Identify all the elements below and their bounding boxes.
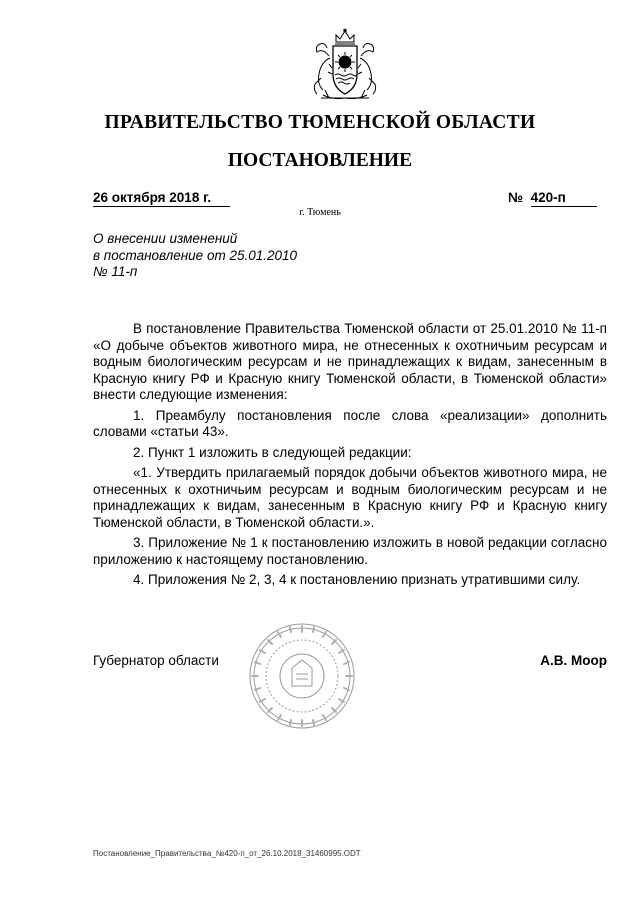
document-subject <box>93 231 297 281</box>
body-paragraph: В постановление Правительства Тюменской области от 25.01.2010 № 11-п «О добыче объектов животного мира, не отнесенных к охотничьим ресурсам и водным биологическим ресурсам и не принадлежащих к видам, занесенным в Красную книгу РФ и Красную книгу Тюменской области, в Тюменской области» внести следующие изменения: <box>93 321 607 402</box>
coat-of-arms-icon <box>303 28 387 104</box>
number-prefix: № <box>508 190 524 205</box>
footer-filename: Постановление_Правительства_№420-п_от_26.10.2018_31460995.ODT <box>93 849 361 858</box>
document-type: ПОСТАНОВЛЕНИЕ <box>227 150 413 171</box>
signatory-title: Губернатор области <box>93 653 219 668</box>
signature-block <box>93 653 607 673</box>
document-date: 26 октября 2018 г. <box>93 190 230 207</box>
body-paragraph: 3. Приложение № 1 к постановлению изложить в новой редакции согласно приложению к настоящему постановлению. <box>93 535 607 567</box>
signatory-name: А.В. Моор <box>540 653 607 668</box>
number-value: 420-п <box>531 190 597 207</box>
body-paragraph: 2. Пункт 1 изложить в следующей редакции: <box>133 444 412 460</box>
subject-line: в постановление от 25.01.2010 <box>93 247 298 263</box>
body-paragraph: 4. Приложения № 2, 3, 4 к постановлению признать утратившими силу. <box>133 572 581 587</box>
subject-line: О внесении изменений <box>93 231 238 246</box>
document-body <box>93 321 607 593</box>
body-paragraph: «1. Утвердить прилагаемый порядок добычи объектов животного мира, не отнесенных к охотничьим ресурсам и водным биологическим ресурсам и не принадлежащих к видам, занесенным в Красную книгу РФ и Красную книгу Тюменской области, в Тюменской области.». <box>93 465 607 530</box>
document-city: г. Тюмень <box>299 207 341 218</box>
document-number <box>508 190 604 207</box>
official-seal-icon <box>248 622 356 730</box>
body-paragraph: 1. Преамбулу постановления после слова «реализации» дополнить словами «статьи 43». <box>93 407 607 439</box>
government-title: ПРАВИТЕЛЬСТВО ТЮМЕНСКОЙ ОБЛАСТИ <box>104 112 536 133</box>
subject-line: № 11-п <box>93 264 138 279</box>
